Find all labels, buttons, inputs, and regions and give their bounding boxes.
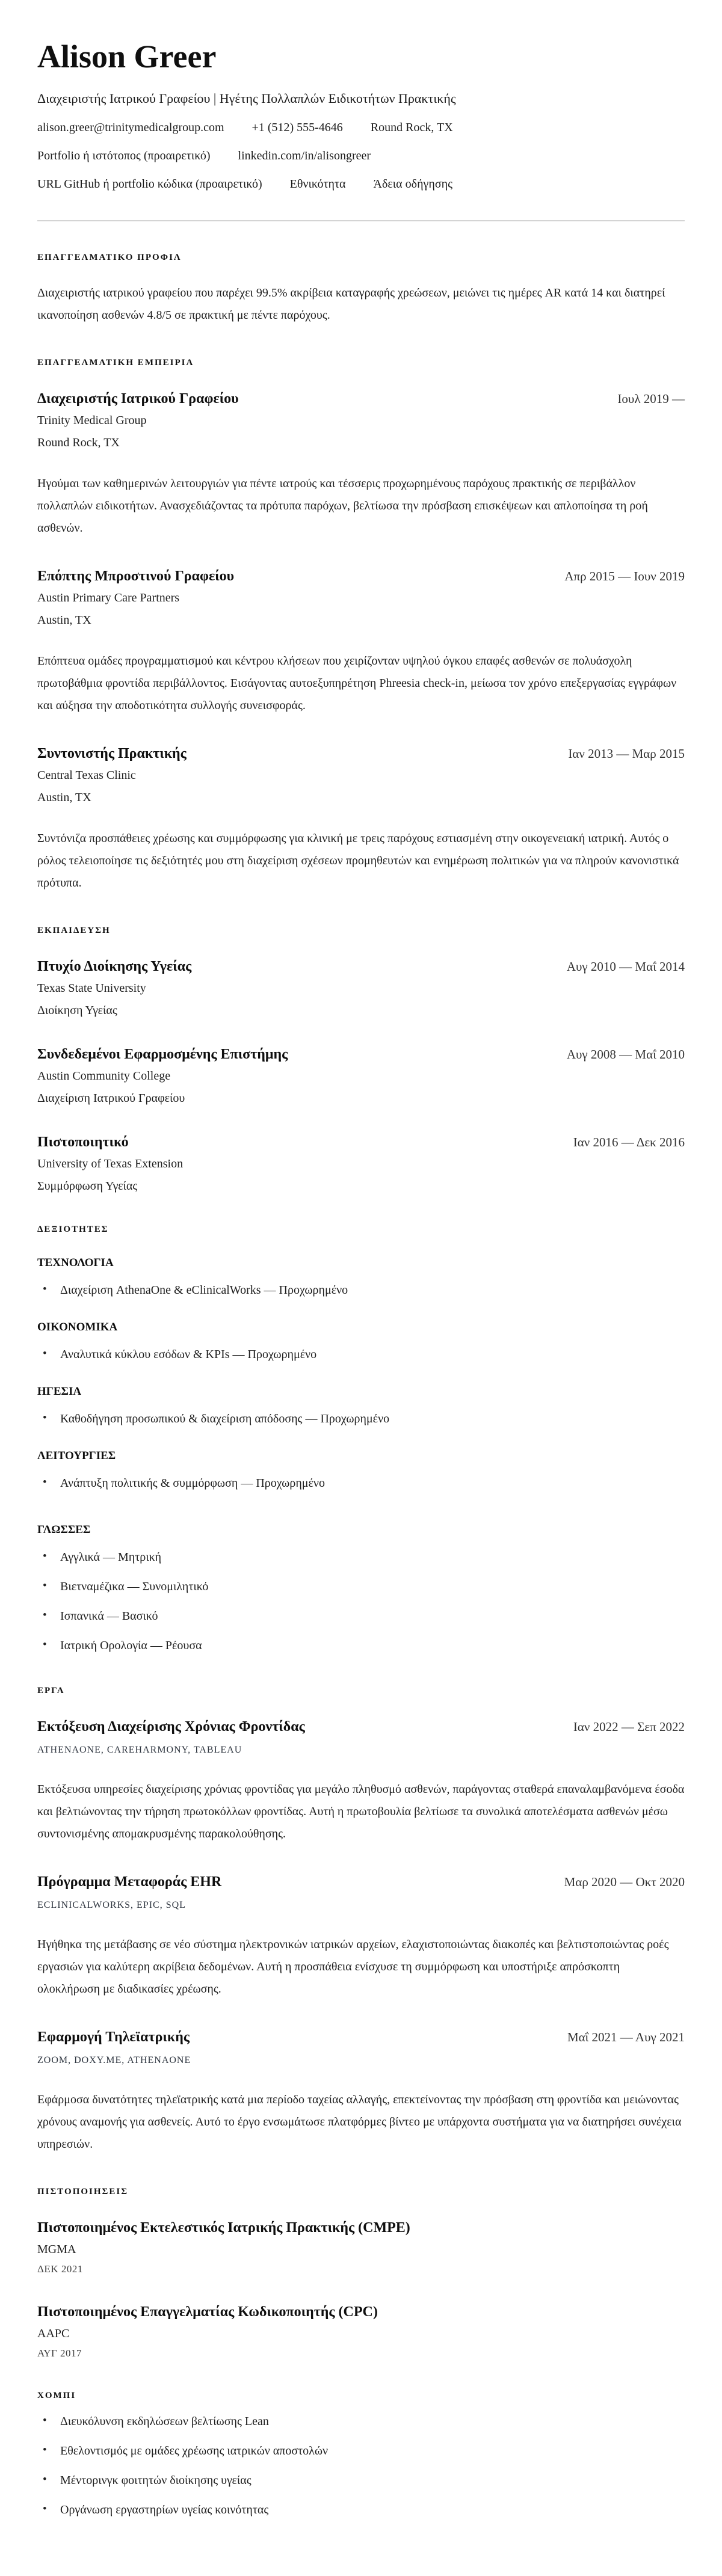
project-tags: ZOOM, DOXY.ME, ATHENAONE xyxy=(37,2055,191,2065)
job-company: Austin Primary Care Partners xyxy=(37,591,180,604)
project-entry xyxy=(37,1874,685,2000)
skill-group xyxy=(37,1449,685,1492)
job-header xyxy=(37,391,685,407)
hobby-list xyxy=(37,2412,685,2519)
project-header xyxy=(37,1874,685,1890)
certification-title: Πιστοποιημένος Επαγγελματίας Κωδικοποιητής (CPC) xyxy=(37,2304,378,2320)
job-location: Austin, TX xyxy=(37,613,91,627)
job-date: Απρ 2015 — Ιουν 2019 xyxy=(564,568,685,583)
skill-group xyxy=(37,1256,685,1299)
contact-nationality-placeholder: Εθνικότητα xyxy=(289,177,346,191)
language-item: • Αγγλικά — Μητρική xyxy=(37,1548,685,1566)
project-date: Μαρ 2020 — Οκτ 2020 xyxy=(564,1874,685,1889)
education-date: Αυγ 2010 — Μαΐ 2014 xyxy=(566,959,685,974)
section-hobbies xyxy=(37,2391,685,2519)
job-location: Austin, TX xyxy=(37,790,91,804)
language-item: • Ισπανικά — Βασικό xyxy=(37,1607,685,1625)
project-description: Εκτόξευσα υπηρεσίες διαχείρισης χρόνιας φροντίδας για μεγάλο πληθυσμό ασθενών, παράγοντας σταθερά επαναλαμβανόμενα έσοδα και βελτιώνοντας την τήρηση πρωτοκόλλων φροντίδας. Αυτή η πρωτοβουλία βελτίωσε τα συνολικά αποτελέσματα ασθενών μέσω συντονισμένης απομακρυσμένης παρακολούθησης. xyxy=(37,1782,685,1840)
project-title: Εφαρμογή Τηλεϊατρικής xyxy=(37,2029,190,2045)
section-label-projects: ΕΡΓΑ xyxy=(37,1685,65,1695)
education-header xyxy=(37,959,685,975)
project-date: Μαΐ 2021 — Αυγ 2021 xyxy=(567,2029,685,2044)
education-field: Συμμόρφωση Υγείας xyxy=(37,1179,138,1193)
job-location: Round Rock, TX xyxy=(37,435,120,449)
project-tags: ATHENAONE, CAREHARMONY, TABLEAU xyxy=(37,1744,242,1755)
certification-entry xyxy=(37,2304,685,2359)
section-label-profile: ΕΠΑΓΓΕΛΜΑΤΙΚΟ ΠΡΟΦΙΛ xyxy=(37,252,182,262)
contact-location: Round Rock, TX xyxy=(370,120,453,134)
skill-item: • Ανάπτυξη πολιτικής & συμμόρφωση — Προχωρημένο xyxy=(37,1474,685,1492)
education-institution: University of Texas Extension xyxy=(37,1157,184,1170)
contact-row-2 xyxy=(37,149,685,163)
education-date: Ιαν 2016 — Δεκ 2016 xyxy=(573,1134,685,1149)
job-header xyxy=(37,746,685,762)
section-label-hobbies: ΧΟΜΠΙ xyxy=(37,2390,76,2400)
hobby-item: • Εθελοντισμός με ομάδες χρέωσης ιατρικών αποστολών xyxy=(37,2442,685,2460)
certification-issuer: MGMA xyxy=(37,2242,76,2256)
degree-title: Συνδεδεμένοι Εφαρμοσμένης Επιστήμης xyxy=(37,1046,288,1062)
candidate-headline: Διαχειριστής Ιατρικού Γραφείου | Ηγέτης Πολλαπλών Ειδικοτήτων Πρακτικής xyxy=(37,90,456,106)
section-experience xyxy=(37,358,685,894)
header-divider xyxy=(37,220,685,221)
section-label-skills: ΔΕΞΙΟΤΗΤΕΣ xyxy=(37,1224,109,1234)
certification-date: ΔΕΚ 2021 xyxy=(37,2263,83,2275)
job-header xyxy=(37,568,685,585)
education-field: Διαχείριση Ιατρικού Γραφείου xyxy=(37,1091,185,1105)
section-label-languages: ΓΛΩΣΣΕΣ xyxy=(37,1523,91,1536)
job-title: Συντονιστής Πρακτικής xyxy=(37,745,187,761)
resume-header xyxy=(37,40,685,221)
profile-text: Διαχειριστής ιατρικού γραφείου που παρέχει 99.5% ακρίβεια καταγραφής χρεώσεων, μειώνει τις ημέρες AR κατά 14 και διατηρεί ικανοποίηση ασθενών 4.8/5 σε πρακτική με πέντε παρόχους. xyxy=(37,286,665,322)
project-description: Ηγήθηκα της μετάβασης σε νέο σύστημα ηλεκτρονικών ιατρικών αρχείων, ελαχιστοποιώντας διακοπές και βελτιστοποιώντας ροές εργασιών για καλύτερη ακρίβεια δεδομένων. Αυτή η προσπάθεια ενίσχυσε τη συμμόρφωση και υποστήριξε απρόσκοπτη ολοκλήρωση με διαδικασίες χρέωσης. xyxy=(37,1937,669,1996)
project-tags: ECLINICALWORKS, EPIC, SQL xyxy=(37,1899,186,1910)
project-header xyxy=(37,1719,685,1735)
project-description: Εφάρμοσα δυνατότητες τηλεϊατρικής κατά μια περίοδο ταχείας αλλαγής, επεκτείνοντας την πρόσβαση στη φροντίδα και μειώνοντας χρόνους αναμονής για ασθενείς. Αυτό το έργο ενσωμάτωσε πλατφόρμες βίντεο με υπάρχοντα συστήματα για να διατηρήσει συνέχεια υπηρεσιών. xyxy=(37,2092,682,2151)
contact-license-placeholder: Άδεια οδήγησης xyxy=(373,177,452,191)
education-entry xyxy=(37,1047,685,1105)
skill-group xyxy=(37,1321,685,1363)
hobby-item: • Μέντορινγκ φοιτητών διοίκησης υγείας xyxy=(37,2471,685,2489)
education-header xyxy=(37,1047,685,1063)
degree-title: Πτυχίο Διοίκησης Υγείας xyxy=(37,958,192,974)
job-date: Ιαν 2013 — Μαρ 2015 xyxy=(568,746,685,761)
language-item: • Βιετναμέζικα — Συνομιλητικό xyxy=(37,1578,685,1596)
project-entry xyxy=(37,1719,685,1845)
section-skills xyxy=(37,1225,685,1492)
education-institution: Texas State University xyxy=(37,981,146,995)
candidate-name: Alison Greer xyxy=(37,38,217,75)
section-profile xyxy=(37,253,685,327)
certification-entry xyxy=(37,2220,685,2275)
education-field: Διοίκηση Υγείας xyxy=(37,1003,117,1017)
education-date: Αυγ 2008 — Μαΐ 2010 xyxy=(566,1047,685,1062)
project-title: Εκτόξευση Διαχείρισης Χρόνιας Φροντίδας xyxy=(37,1718,305,1735)
education-header xyxy=(37,1134,685,1151)
job-date: Ιουλ 2019 — xyxy=(617,391,685,406)
skill-group xyxy=(37,1385,685,1428)
section-languages xyxy=(37,1523,685,1655)
certification-issuer: AAPC xyxy=(37,2326,70,2340)
contact-row-3 xyxy=(37,177,685,191)
job-description: Συντόνιζα προσπάθειες χρέωσης και συμμόρφωσης για κλινική με τρεις παρόχους εστιασμένη στην οικογενειακή ιατρική. Αυτός ο ρόλος τελειοποίησε τις δεξιότητές μου στη διαχείριση σχέσεων προμηθευτών και ενημέρωση πολιτικών για να πληρούν κανονιστικά πρότυπα. xyxy=(37,831,679,890)
job-entry xyxy=(37,391,685,539)
job-company: Central Texas Clinic xyxy=(37,768,136,782)
section-projects xyxy=(37,1686,685,2156)
language-list xyxy=(37,1548,685,1655)
project-title: Πρόγραμμα Μεταφοράς EHR xyxy=(37,1874,222,1890)
section-label-experience: ΕΠΑΓΓΕΛΜΑΤΙΚΗ ΕΜΠΕΙΡΙΑ xyxy=(37,357,194,367)
hobby-item: • Οργάνωση εργαστηρίων υγείας κοινότητας xyxy=(37,2501,685,2519)
skill-group-title: ΛΕΙΤΟΥΡΓΙΕΣ xyxy=(37,1449,116,1462)
job-entry xyxy=(37,568,685,717)
project-date: Ιαν 2022 — Σεπ 2022 xyxy=(573,1719,685,1734)
job-title: Επόπτης Μπροστινού Γραφείου xyxy=(37,568,235,584)
education-entry xyxy=(37,1134,685,1193)
skill-group-title: ΗΓΕΣΙΑ xyxy=(37,1385,82,1398)
job-entry xyxy=(37,746,685,894)
section-label-education: ΕΚΠΑΙΔΕΥΣΗ xyxy=(37,925,111,935)
hobby-item: • Διευκόλυνση εκδηλώσεων βελτίωσης Lean xyxy=(37,2412,685,2430)
project-entry xyxy=(37,2029,685,2156)
education-entry xyxy=(37,959,685,1018)
education-institution: Austin Community College xyxy=(37,1069,171,1083)
job-description: Ηγούμαι των καθημερινών λειτουργιών για πέντε ιατρούς και τέσσερις προχωρημένους παρόχους πρακτικής σε περιβάλλον πολλαπλών ειδικοτήτων. Ανασχεδιάζοντας τα πρότυπα παρόχων, βελτίωσα την πρόσβαση επισκέψεων και απλοποίησα τη ροή ασθενών. xyxy=(37,476,648,535)
section-education xyxy=(37,926,685,1193)
skill-group-title: ΤΕΧΝΟΛΟΓΙΑ xyxy=(37,1256,114,1269)
certification-date: ΑΥΓ 2017 xyxy=(37,2347,82,2359)
contact-linkedin: linkedin.com/in/alisongreer xyxy=(238,149,371,162)
certification-title: Πιστοποιημένος Εκτελεστικός Ιατρικής Πρακτικής (CMPE) xyxy=(37,2219,410,2236)
contact-github-placeholder: URL GitHub ή portfolio κώδικα (προαιρετικό) xyxy=(37,177,262,191)
section-label-certifications: ΠΙΣΤΟΠΟΙΗΣΕΙΣ xyxy=(37,2186,129,2196)
contact-portfolio-placeholder: Portfolio ή ιστότοπος (προαιρετικό) xyxy=(37,149,211,162)
skill-item: • Αναλυτικά κύκλου εσόδων & KPIs — Προχωρημένο xyxy=(37,1345,685,1363)
language-item: • Ιατρική Ορολογία — Ρέουσα xyxy=(37,1637,685,1655)
contact-row-1 xyxy=(37,121,685,135)
skill-group-title: ΟΙΚΟΝΟΜΙΚΑ xyxy=(37,1320,118,1333)
project-header xyxy=(37,2029,685,2046)
degree-title: Πιστοποιητικό xyxy=(37,1134,129,1150)
skill-item: • Καθοδήγηση προσωπικού & διαχείριση απόδοσης — Προχωρημένο xyxy=(37,1410,685,1428)
job-description: Επόπτευα ομάδες προγραμματισμού και κέντρου κλήσεων που χειρίζονταν υψηλού όγκου επαφές ασθενών σε πολυάσχολη πρωτοβάθμια φροντίδα περιβάλλοντος. Εισάγοντας αυτοεξυπηρέτηση Phreesia check-in, μείωσα τον χρόνο επεξεργασίας εγγράφων και αύξησα την αποδοτικότητα συλλογής συνεισφοράς. xyxy=(37,654,677,712)
section-certifications xyxy=(37,2187,685,2359)
skill-item: • Διαχείριση AthenaOne & eClinicalWorks — Προχωρημένο xyxy=(37,1281,685,1299)
contact-email: alison.greer@trinitymedicalgroup.com xyxy=(37,120,224,134)
job-company: Trinity Medical Group xyxy=(37,413,147,427)
contact-phone: +1 (512) 555-4646 xyxy=(251,120,343,134)
job-title: Διαχειριστής Ιατρικού Γραφείου xyxy=(37,390,239,407)
